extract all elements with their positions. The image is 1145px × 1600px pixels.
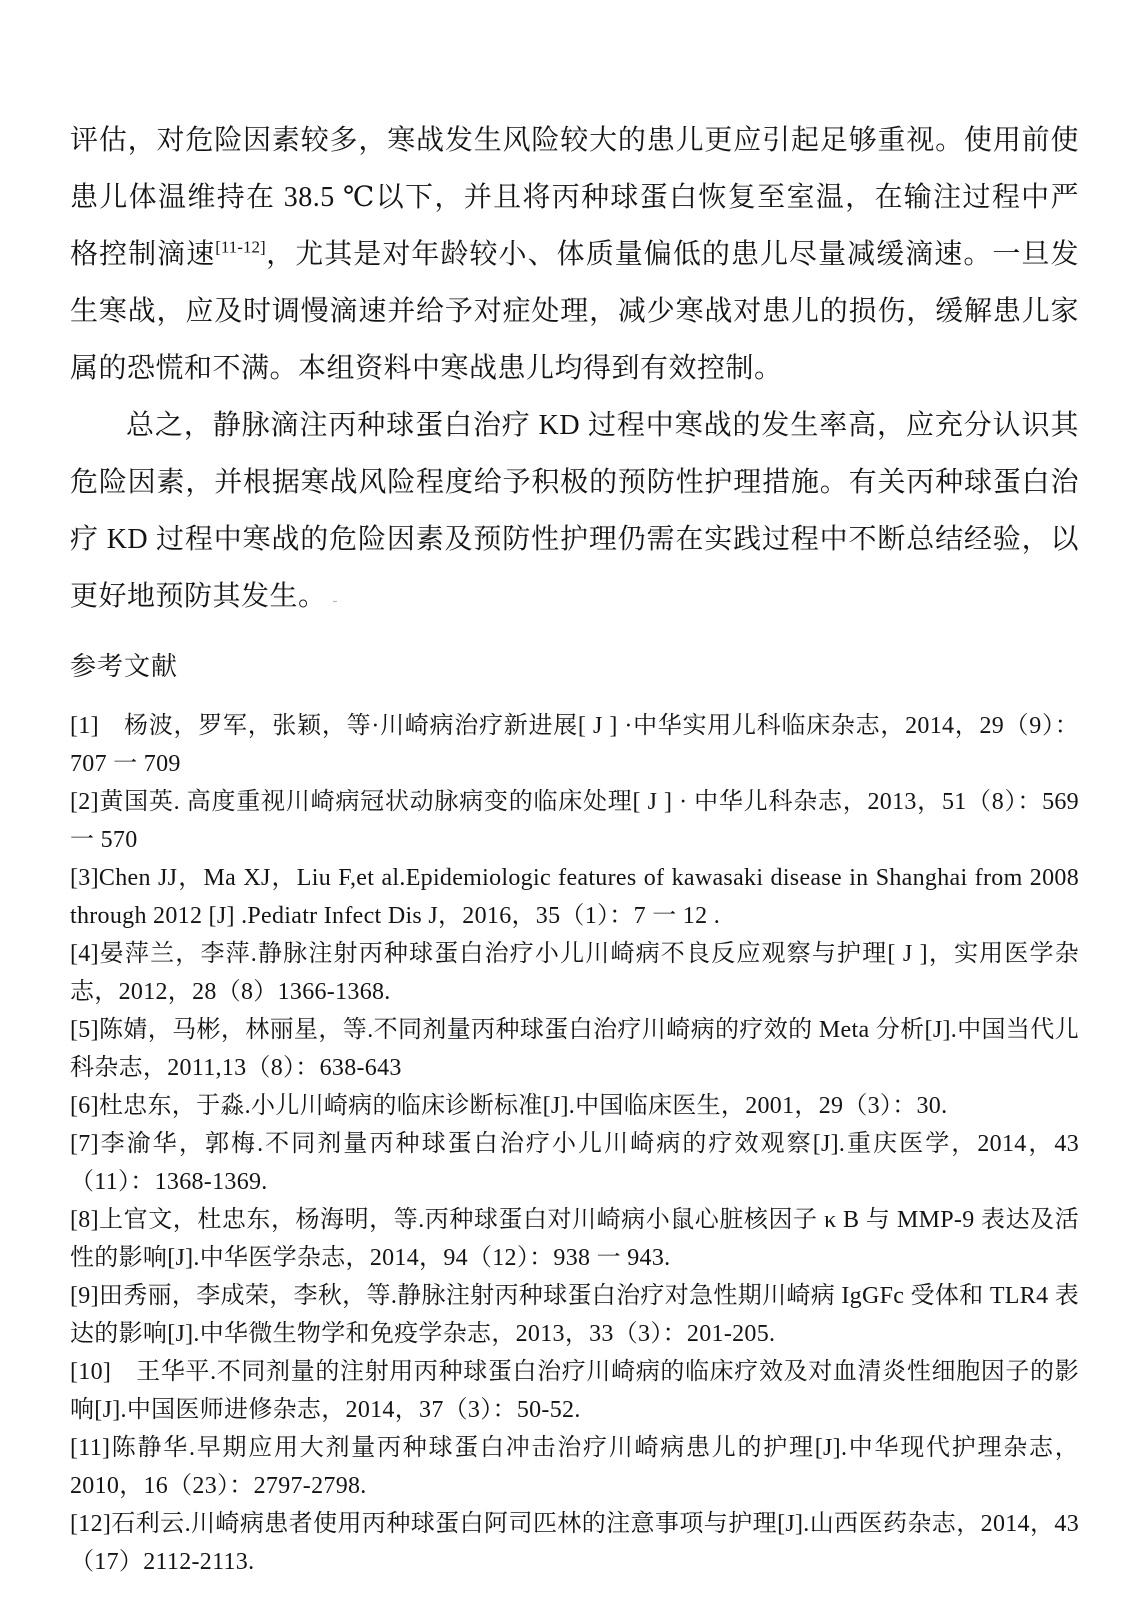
reference-item-12: [12]石利云.川崎病患者使用丙种球蛋白阿司匹林的注意事项与护理[J].山西医药杂志，2014，43（17）2112-2113. (70, 1511, 1079, 1575)
trailing-faint-mark: - (332, 593, 338, 609)
references-list (70, 707, 1079, 1581)
reference-item-7: [7]李渝华，郭梅.不同剂量丙种球蛋白治疗小儿川崎病的疗效观察[J].重庆医学，2014，43（11）：1368-1369. (70, 1131, 1079, 1195)
paragraph-conclusion-care (70, 112, 1079, 397)
reference-item-6: [6]杜忠东，于淼.小儿川崎病的临床诊断标准[J].中国临床医生，2001，29（3）：30. (70, 1093, 948, 1119)
reference-item-8: [8]上官文，杜忠东，杨海明，等.丙种球蛋白对川崎病小鼠心脏核因子 κ B 与 MMP-9 表达及活性的影响[J].中华医学杂志，2014，94（12）：938 一 943. (70, 1207, 1079, 1271)
paragraph-summary (70, 397, 1079, 630)
reference-item-2: [2]黄国英. 高度重视川崎病冠状动脉病变的临床处理[ J ] · 中华儿科杂志，2013，51（8）：569 一 570 (70, 789, 1079, 853)
paragraph-1-text-before-citation: 评估，对危险因素较多，寒战发生风险较大的患儿更应引起足够重视。使用前使患儿体温维持在 38.5 ℃以下，并且将丙种球蛋白恢复至室温，在输注过程中严格控制滴速 (70, 125, 1079, 270)
reference-item-4: [4]晏萍兰，李萍.静脉注射丙种球蛋白治疗小儿川崎病不良反应观察与护理[ J ]，实用医学杂志，2012，28（8）1366-1368. (70, 941, 1079, 1005)
reference-item-9: [9]田秀丽，李成荣，李秋，等.静脉注射丙种球蛋白治疗对急性期川崎病 IgGFc 受体和 TLR4 表达的影响[J].中华微生物学和免疫学杂志，2013，33（3）：201-205. (70, 1283, 1079, 1347)
body-text-block (70, 112, 1079, 630)
reference-item-10: [10] 王华平.不同剂量的注射用丙种球蛋白治疗川崎病的临床疗效及对血清炎性细胞因子的影响[J].中国医师进修杂志，2014，37（3）：50-52. (70, 1359, 1079, 1423)
paragraph-1-text-after-citation: ，尤其是对年龄较小、体质量偏低的患儿尽量减缓滴速。一旦发生寒战，应及时调慢滴速并给予对症处理，减少寒战对患儿的损伤，缓解患儿家属的恐慌和不满。本组资料中寒战患儿均得到有效控制。 (70, 239, 1079, 384)
reference-item-5: [5]陈婧，马彬，林丽星，等.不同剂量丙种球蛋白治疗川崎病的疗效的 Meta 分析[J].中国当代儿科杂志，2011,13（8）：638-643 (70, 1017, 1079, 1081)
reference-item-1: [1] 杨波，罗军，张颖，等·川崎病治疗新进展[ J ] ·中华实用儿科临床杂志，2014，29（9）：707 一 709 (70, 713, 1079, 777)
citation-superscript-11-12: [11-12] (215, 237, 266, 257)
reference-item-3: [3]Chen JJ，Ma XJ，Liu F,et al.Epidemiologic features of kawasaki disease in Shanghai from 2008 through 2012 [J] .Pediatr Infect Dis J，2016，35（1）：7 一 12 . (70, 865, 1079, 929)
reference-item-11: [11]陈静华.早期应用大剂量丙种球蛋白冲击治疗川崎病患儿的护理[J].中华现代护理杂志，2010，16（23）：2797-2798. (70, 1435, 1079, 1499)
references-heading: 参考文献 (70, 652, 179, 681)
paragraph-2-text: 总之，静脉滴注丙种球蛋白治疗 KD 过程中寒战的发生率高，应充分认识其危险因素，并根据寒战风险程度给予积极的预防性护理措施。有关丙种球蛋白治疗 KD 过程中寒战的危险因素及预防性护理仍需在实践过程中不断总结经验，以更好地预防其发生。 (70, 410, 1079, 612)
